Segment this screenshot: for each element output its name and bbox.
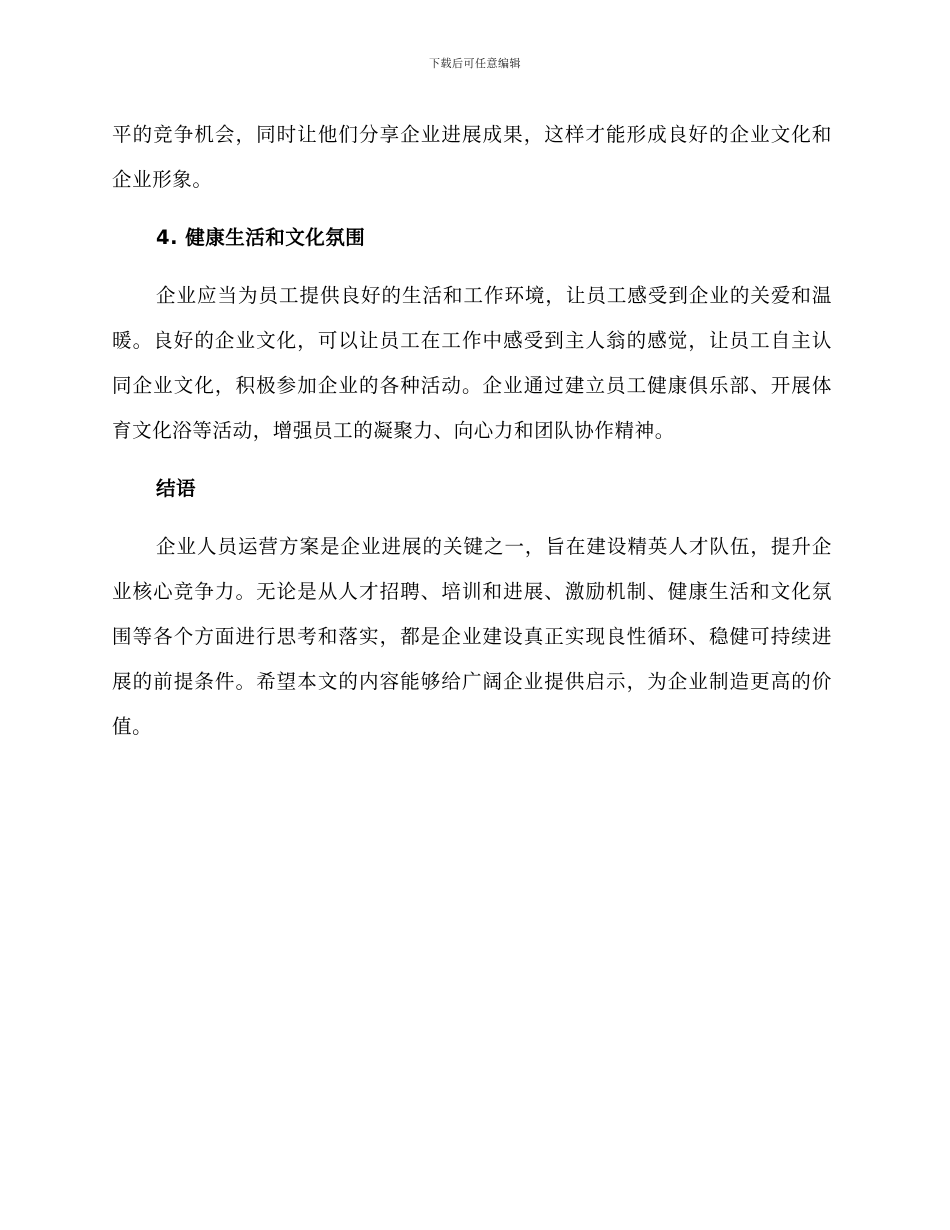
- paragraph-health-culture: 企业应当为员工提供良好的生活和工作环境，让员工感受到企业的关爱和温暖。良好的企业文化，可以让员工在工作中感受到主人翁的感觉，让员工自主认同企业文化，积极参加企业的各种活动。企业通过建立员工健康俱乐部、开展体育文化浴等活动，增强员工的凝聚力、向心力和团队协作精神。: [112, 284, 832, 442]
- paragraph-continued: 平的竞争机会，同时让他们分享企业进展成果，这样才能形成良好的企业文化和企业形象。: [112, 123, 832, 191]
- paragraph-conclusion: 企业人员运营方案是企业进展的关键之一，旨在建设精英人才队伍，提升企业核心竞争力。无论是从人才招聘、培训和进展、激励机制、健康生活和文化氛围等各个方面进行思考和落实，都是企业建设真正实现良性循环、稳健可持续进展的前提条件。希望本文的内容能够给广阔企业提供启示，为企业制造更高的价值。: [112, 535, 832, 738]
- section-heading-conclusion: 结语: [156, 477, 197, 500]
- page-header: 下载后可任意编辑: [429, 57, 521, 70]
- document-body: [112, 112, 832, 749]
- section-heading-health-culture: 4. 健康生活和文化氛围: [156, 226, 366, 249]
